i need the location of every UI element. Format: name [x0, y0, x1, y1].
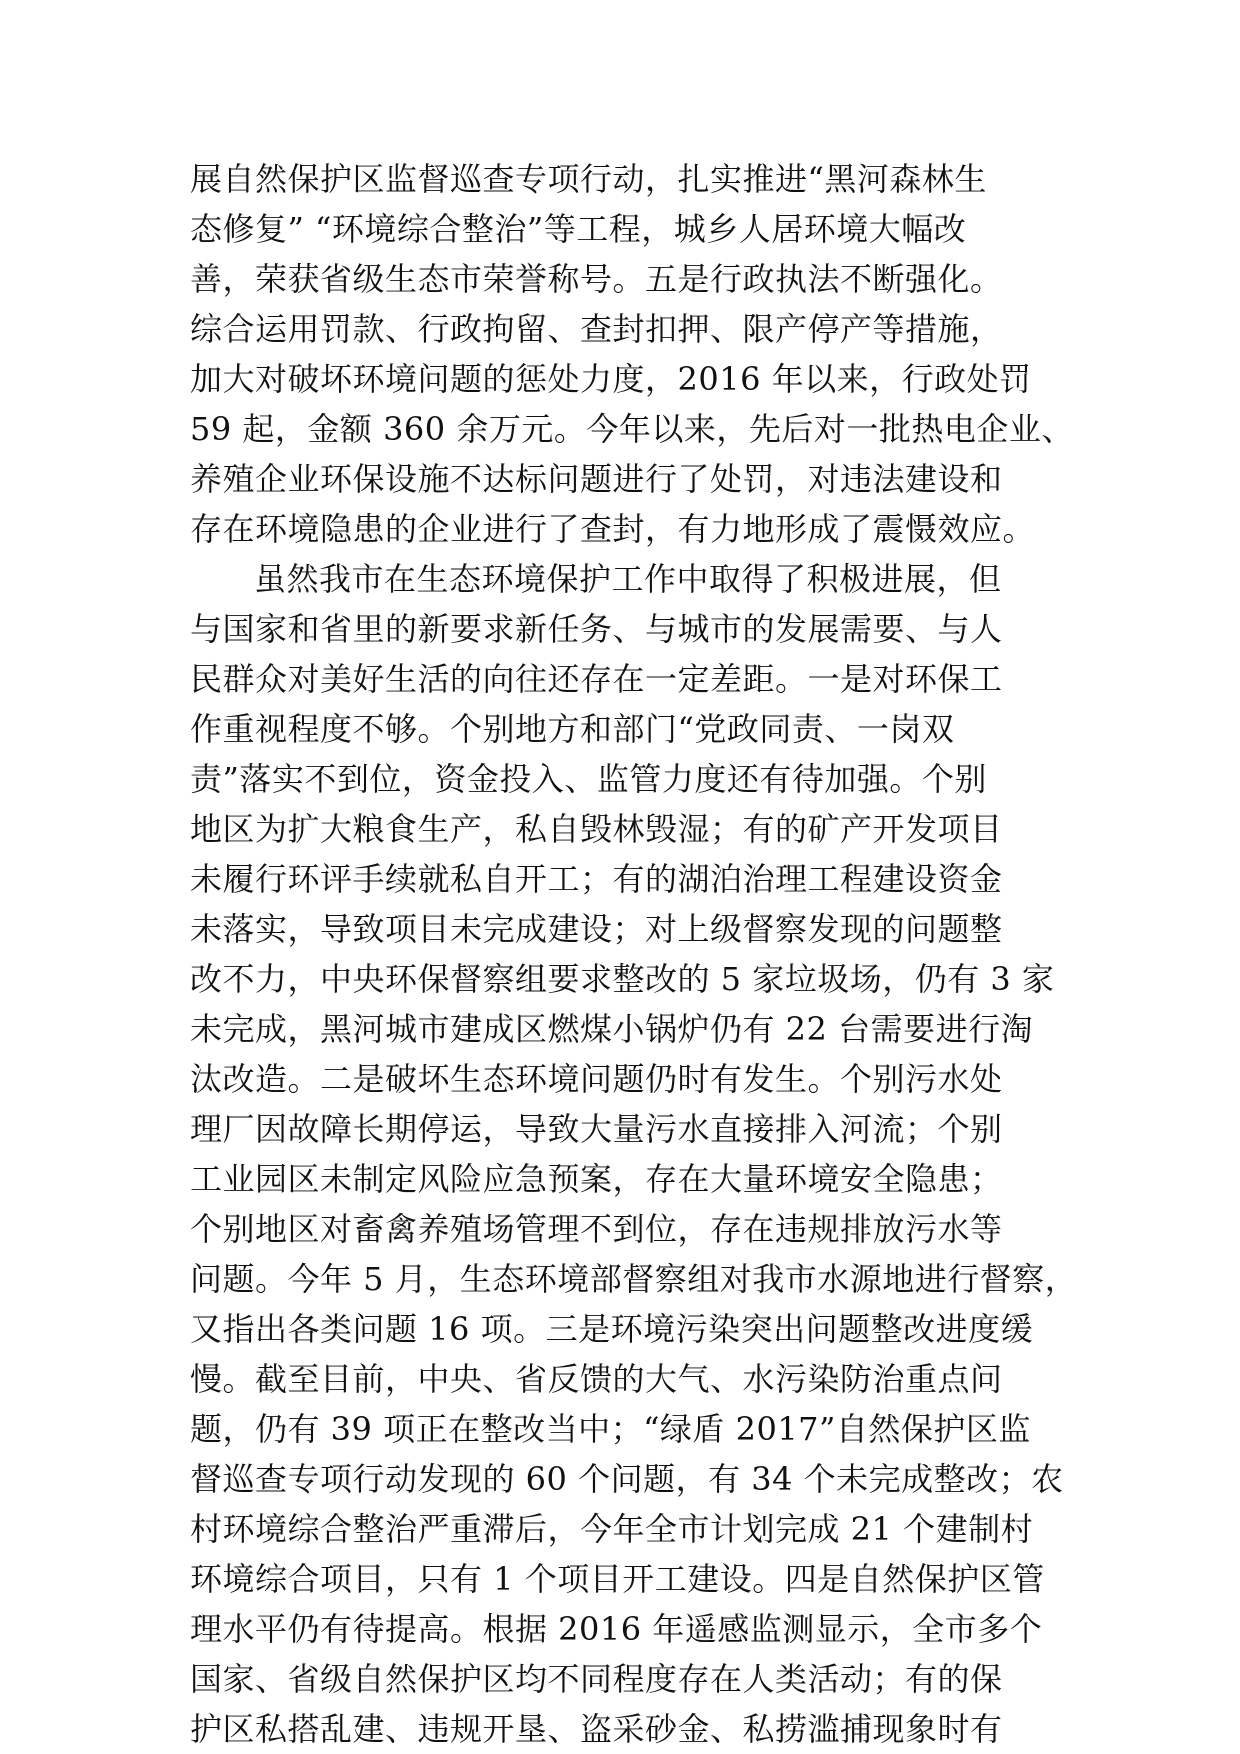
- text-line: 村环境综合整治严重滞后，今年全市计划完成 21 个建制村: [190, 1510, 1034, 1548]
- text-line: 国家、省级自然保护区均不同程度存在人类活动；有的保: [190, 1660, 1003, 1698]
- text-line: 养殖企业环保设施不达标问题进行了处罚，对违法建设和: [190, 460, 1003, 498]
- text-line: 题，仍有 39 项正在整改当中；“绿盾 2017”自然保护区监: [190, 1410, 1031, 1448]
- text-line: 善，荣获省级生态市荣誉称号。五是行政执法不断强化。: [190, 260, 1003, 298]
- text-line: 慢。截至目前，中央、省反馈的大气、水污染防治重点问: [190, 1360, 1003, 1398]
- text-line: 展自然保护区监督巡查专项行动，扎实推进“黑河森林生: [190, 160, 987, 198]
- text-line: 汰改造。二是破坏生态环境问题仍时有发生。个别污水处: [190, 1060, 1003, 1098]
- text-line: 59 起，金额 360 余万元。今年以来，先后对一批热电企业、: [190, 410, 1074, 448]
- text-line: 存在环境隐患的企业进行了查封，有力地形成了震慑效应。: [190, 510, 1036, 548]
- text-line: 民群众对美好生活的向往还存在一定差距。一是对环保工: [190, 660, 1003, 698]
- paragraph-start-line: 虽然我市在生态环境保护工作中取得了积极进展，但: [254, 560, 1002, 598]
- text-line: 改不力，中央环保督察组要求整改的 5 家垃圾场，仍有 3 家: [190, 960, 1055, 998]
- text-line: 督巡查专项行动发现的 60 个问题，有 34 个未完成整改；农: [190, 1460, 1064, 1498]
- text-line: 与国家和省里的新要求新任务、与城市的发展需要、与人: [190, 610, 1003, 648]
- text-line: 个别地区对畜禽养殖场管理不到位，存在违规排放污水等: [190, 1210, 1003, 1248]
- document-body: [190, 154, 1078, 1754]
- text-line: 理水平仍有待提高。根据 2016 年遥感监测显示，全市多个: [190, 1610, 1043, 1648]
- text-line: 责”落实不到位，资金投入、监管力度还有待加强。个别: [190, 760, 987, 798]
- text-line: 问题。今年 5 月，生态环境部督察组对我市水源地进行督察，: [190, 1260, 1078, 1298]
- text-line: 加大对破坏环境问题的惩处力度，2016 年以来，行政处罚: [190, 360, 1032, 398]
- text-line: 未完成，黑河城市建成区燃煤小锅炉仍有 22 台需要进行淘: [190, 1010, 1034, 1048]
- text-line: 未履行环评手续就私自开工；有的湖泊治理工程建设资金: [190, 860, 1003, 898]
- text-line: 地区为扩大粮食生产，私自毁林毁湿；有的矿产开发项目: [190, 810, 1003, 848]
- text-line: 护区私搭乱建、违规开垦、盗采砂金、私捞滥捕现象时有: [190, 1710, 1003, 1748]
- text-line: 综合运用罚款、行政拘留、查封扣押、限产停产等措施，: [190, 310, 1003, 348]
- text-line: 理厂因故障长期停运，导致大量污水直接排入河流；个别: [190, 1110, 1003, 1148]
- text-line: 作重视程度不够。个别地方和部门“党政同责、一岗双: [190, 710, 955, 748]
- text-line: 环境综合项目，只有 1 个项目开工建设。四是自然保护区管: [190, 1560, 1045, 1598]
- text-line: 又指出各类问题 16 项。三是环境污染突出问题整改进度缓: [190, 1310, 1034, 1348]
- text-line: 未落实，导致项目未完成建设；对上级督察发现的问题整: [190, 910, 1003, 948]
- text-line: 态修复” “环境综合整治”等工程，城乡人居环境大幅改: [190, 210, 967, 248]
- text-line: 工业园区未制定风险应急预案，存在大量环境安全隐患；: [190, 1160, 1003, 1198]
